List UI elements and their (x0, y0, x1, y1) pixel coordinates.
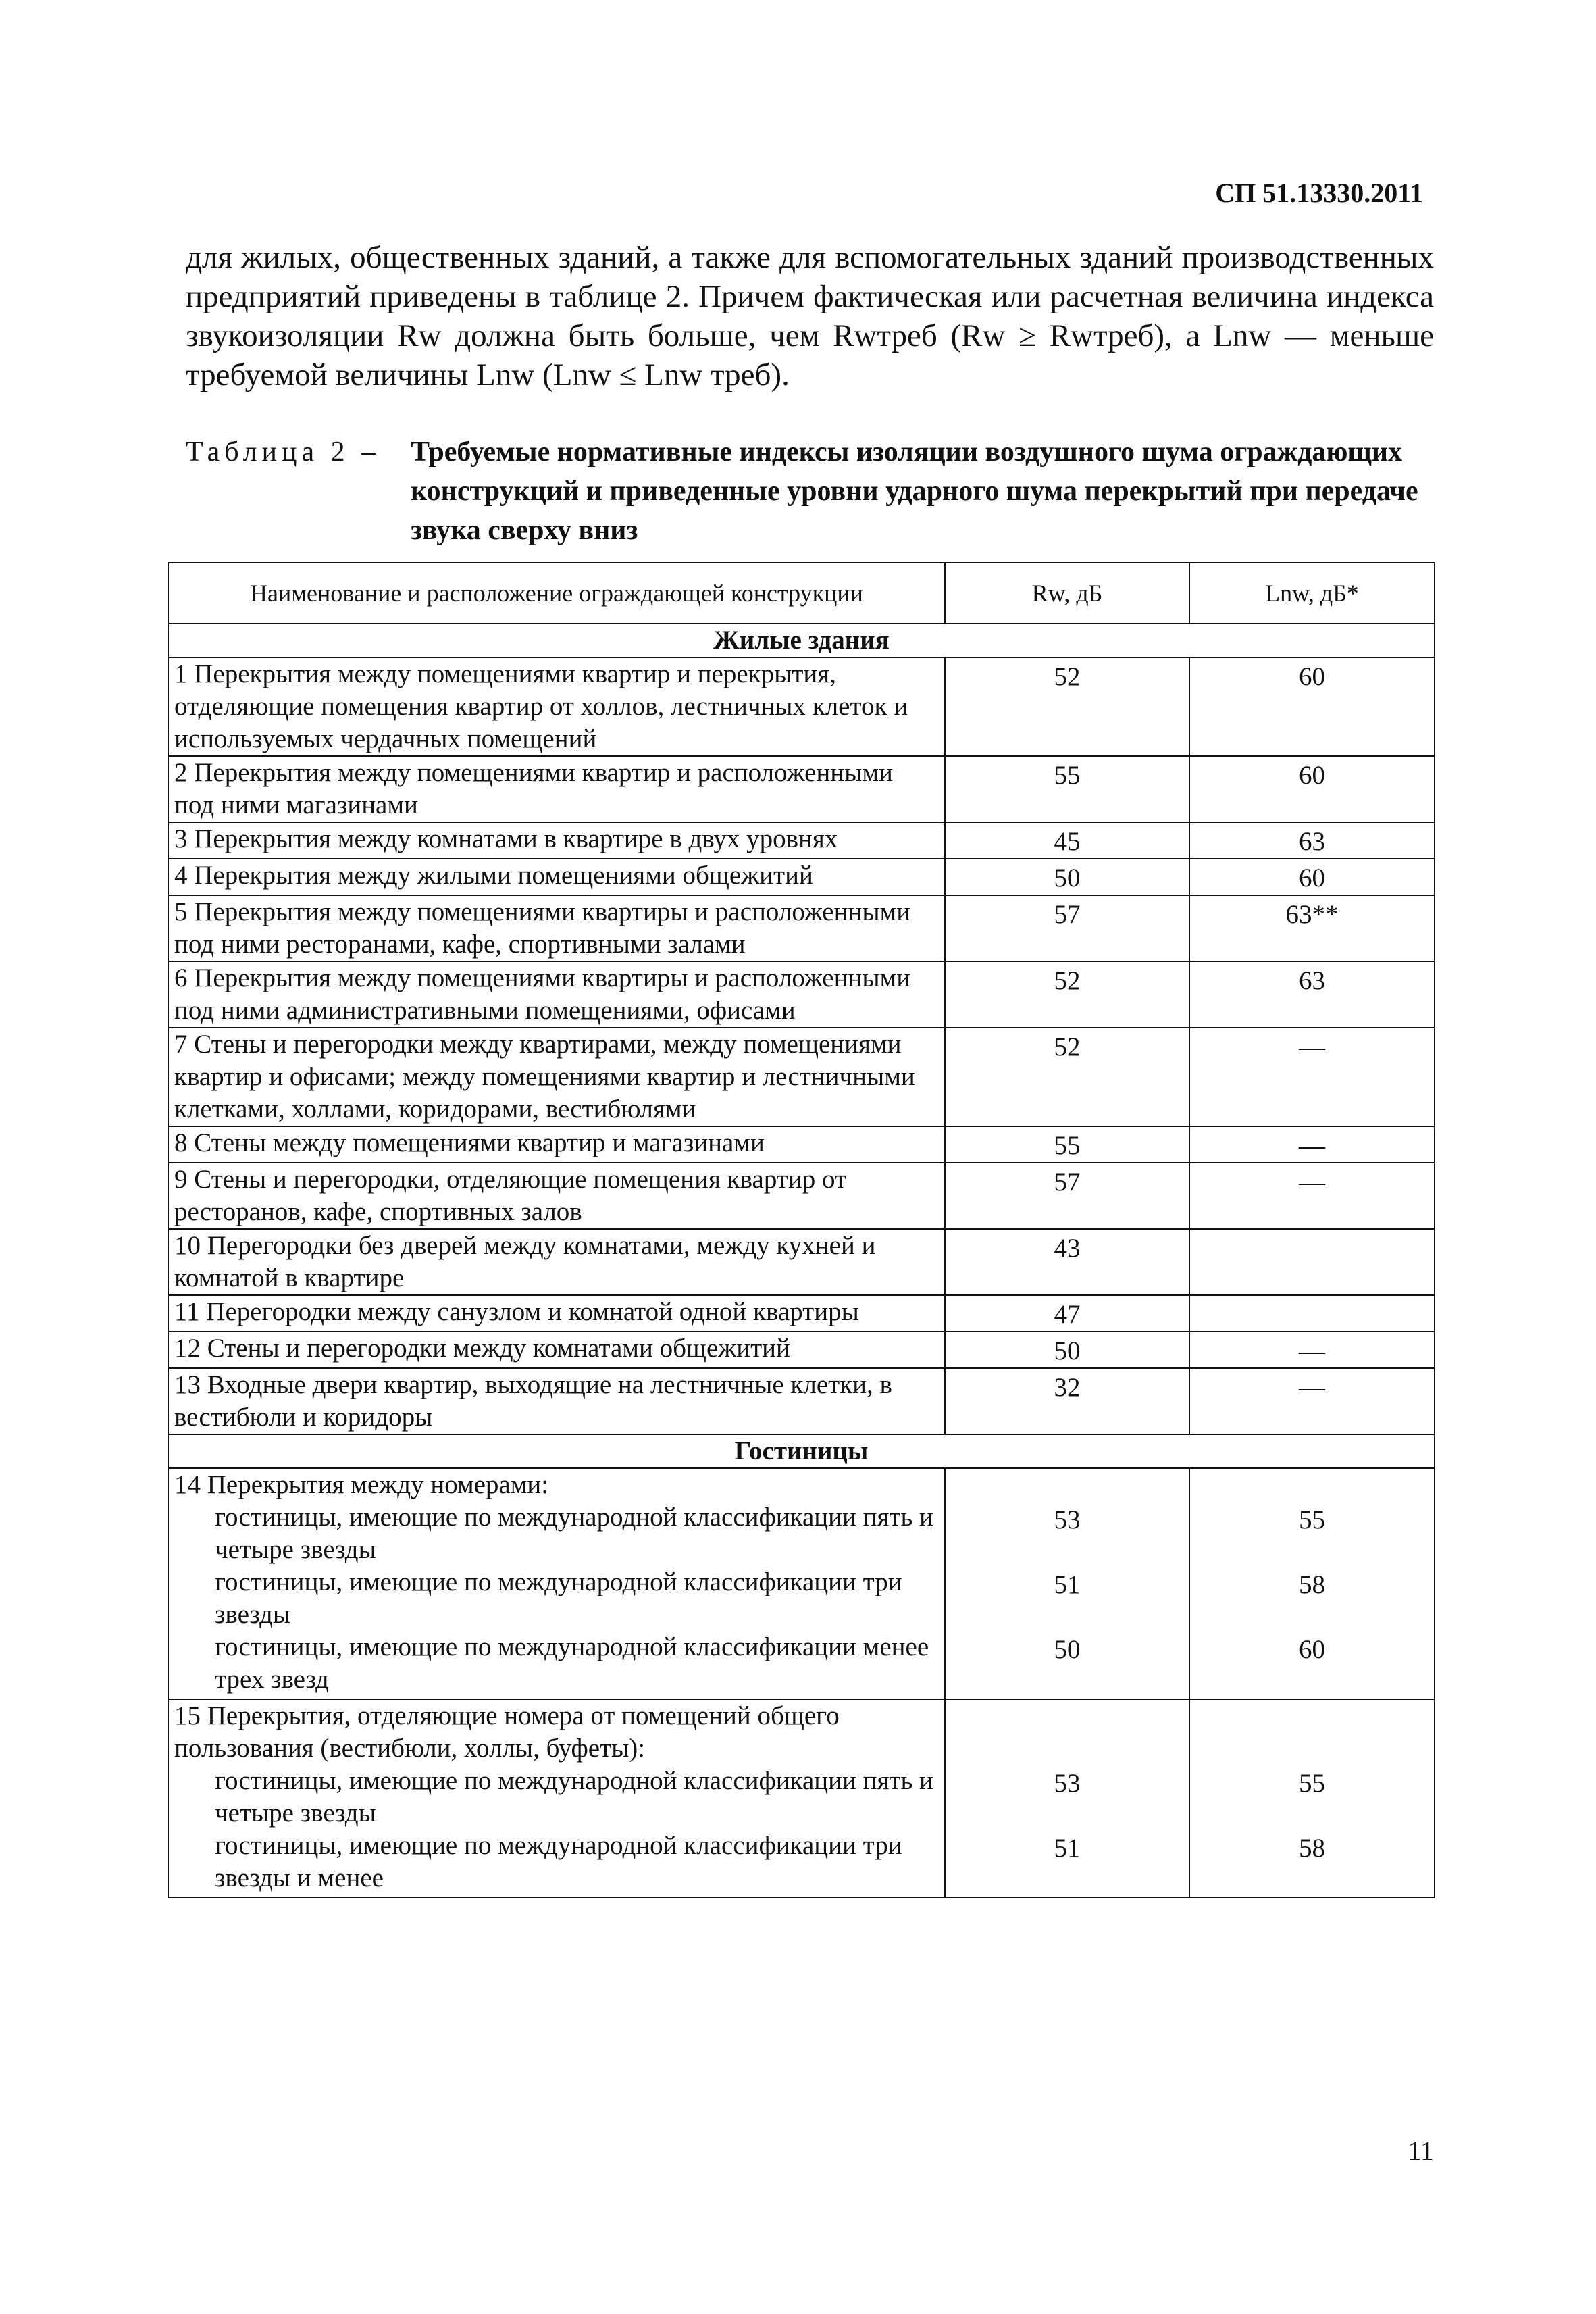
document-code: СП 51.13330.2011 (1215, 178, 1423, 208)
group-item-rw: 51 (1054, 1834, 1081, 1863)
header-rw: Rw, дБ (945, 563, 1189, 624)
row-rw-group (945, 1468, 1189, 1699)
row-rw: 32 (945, 1368, 1189, 1434)
row-name: 12 Стены и перегородки между комнатами общежитий (168, 1332, 945, 1368)
row-rw-group (945, 1699, 1189, 1898)
row-name: 7 Стены и перегородки между квартирами, между помещениями квартир и офисами; между помещениями квартир и лестничными клетками, холлами, коридорами, вестибюлями (168, 1028, 945, 1126)
table-row (168, 756, 1435, 822)
row-rw: 45 (945, 822, 1189, 859)
table-header-row (168, 563, 1435, 624)
section-title: Гостиницы (168, 1434, 1435, 1468)
row-lnw: 63 (1189, 961, 1435, 1028)
requirements-table (168, 562, 1434, 1898)
group-item-lnw: 58 (1299, 1570, 1325, 1599)
row-name: 6 Перекрытия между помещениями квартиры и расположенными под ними административными помещениями, офисами (168, 961, 945, 1028)
row-name: 13 Входные двери квартир, выходящие на лестничные клетки, в вестибюли и коридоры (168, 1368, 945, 1434)
row-name: 4 Перекрытия между жилыми помещениями общежитий (168, 859, 945, 895)
table-row (168, 1295, 1435, 1332)
row-group-cell (168, 1699, 945, 1898)
group-item-lnw: 60 (1299, 1635, 1325, 1664)
group-item-lnw: 55 (1299, 1505, 1325, 1534)
row-name: 9 Стены и перегородки, отделяющие помещения квартир от ресторанов, кафе, спортивных залов (168, 1163, 945, 1229)
table-row-group-14 (168, 1468, 1435, 1699)
table-row (168, 895, 1435, 961)
group-item-name: гостиницы, имеющие по международной классификации пять и четыре звезды (215, 1766, 933, 1828)
table-row-group-15 (168, 1699, 1435, 1898)
group-item-rw: 51 (1054, 1570, 1081, 1599)
table-row (168, 1332, 1435, 1368)
row-rw: 52 (945, 961, 1189, 1028)
row-rw: 52 (945, 657, 1189, 756)
row-lnw (1189, 1295, 1435, 1332)
table-row (168, 822, 1435, 859)
row-lnw: 60 (1189, 657, 1435, 756)
group-item-rw: 50 (1054, 1635, 1081, 1664)
row-lnw: 63** (1189, 895, 1435, 961)
table-row (168, 657, 1435, 756)
row-lnw: — (1189, 1332, 1435, 1368)
group-item-rw: 53 (1054, 1769, 1081, 1798)
header-lnw: Lnw, дБ* (1189, 563, 1435, 624)
table-row (168, 961, 1435, 1028)
row-lnw-group (1189, 1699, 1435, 1898)
group-item-name: гостиницы, имеющие по международной классификации три звезды (215, 1567, 902, 1629)
header-construction-name: Наименование и расположение ограждающей конструкции (168, 563, 945, 624)
row-rw: 55 (945, 1126, 1189, 1163)
row-lnw: — (1189, 1368, 1435, 1434)
row-name: 11 Перегородки между санузлом и комнатой одной квартиры (168, 1295, 945, 1332)
group-item-rw: 53 (1054, 1505, 1081, 1534)
group-item-lnw: 58 (1299, 1834, 1325, 1863)
row-group-cell (168, 1468, 945, 1699)
table-row (168, 1368, 1435, 1434)
row-rw: 43 (945, 1229, 1189, 1295)
table-caption-title: Требуемые нормативные индексы изоляции воздушного шума ограждающих конструкций и приведенные уровни ударного шума перекрытий при передаче звука сверху вниз (411, 436, 1418, 546)
row-rw: 50 (945, 1332, 1189, 1368)
row-rw: 55 (945, 756, 1189, 822)
row-name: 10 Перегородки без дверей между комнатами, между кухней и комнатой в квартире (168, 1229, 945, 1295)
row-name: 2 Перекрытия между помещениями квартир и расположенными под ними магазинами (168, 756, 945, 822)
row-name: 1 Перекрытия между помещениями квартир и перекрытия, отделяющие помещения квартир от холлов, лестничных клеток и используемых чердачных помещений (168, 657, 945, 756)
section-title: Жилые здания (168, 624, 1435, 657)
group-item-name: гостиницы, имеющие по международной классификации менее трех звезд (215, 1632, 929, 1694)
row-lnw: — (1189, 1163, 1435, 1229)
table-row (168, 1163, 1435, 1229)
table-row (168, 859, 1435, 895)
group-item-lnw: 55 (1299, 1769, 1325, 1798)
group-item-name: гостиницы, имеющие по международной классификации три звезды и менее (215, 1831, 902, 1892)
row-lnw-group (1189, 1468, 1435, 1699)
row-name: 5 Перекрытия между помещениями квартиры и расположенными под ними ресторанами, кафе, спортивными залами (168, 895, 945, 961)
group-item-name: гостиницы, имеющие по международной классификации пять и четыре звезды (215, 1503, 933, 1564)
row-rw: 57 (945, 1163, 1189, 1229)
row-lnw: 60 (1189, 756, 1435, 822)
table-row (168, 1126, 1435, 1163)
group-heading: 15 Перекрытия, отделяющие номера от помещений общего пользования (вестибюли, холлы, буфеты): (174, 1701, 840, 1763)
row-lnw (1189, 1229, 1435, 1295)
row-lnw: 60 (1189, 859, 1435, 895)
row-lnw: 63 (1189, 822, 1435, 859)
row-lnw: — (1189, 1028, 1435, 1126)
row-lnw: — (1189, 1126, 1435, 1163)
row-rw: 52 (945, 1028, 1189, 1126)
section-residential (168, 624, 1435, 657)
row-name: 8 Стены между помещениями квартир и магазинами (168, 1126, 945, 1163)
table-caption-prefix: Таблица 2 – (186, 436, 381, 468)
row-rw: 50 (945, 859, 1189, 895)
table-caption (186, 432, 1469, 550)
table-row (168, 1028, 1435, 1126)
row-rw: 47 (945, 1295, 1189, 1332)
row-name: 3 Перекрытия между комнатами в квартире в двух уровнях (168, 822, 945, 859)
row-rw: 57 (945, 895, 1189, 961)
page-number: 11 (1408, 2136, 1434, 2166)
intro-paragraph: для жилых, общественных зданий, а также для вспомогательных зданий производственных предприятий приведены в таблице 2. Причем фактическая или расчетная величина индекса звукоизоляции Rw должна быть больше, чем Rwтреб (Rw ≥ Rwтреб), а Lnw — меньше требуемой величины Lnw (Lnw ≤ Lnw треб). (186, 240, 1434, 393)
section-hotels (168, 1434, 1435, 1468)
group-heading: 14 Перекрытия между номерами: (174, 1470, 549, 1499)
table-row (168, 1229, 1435, 1295)
